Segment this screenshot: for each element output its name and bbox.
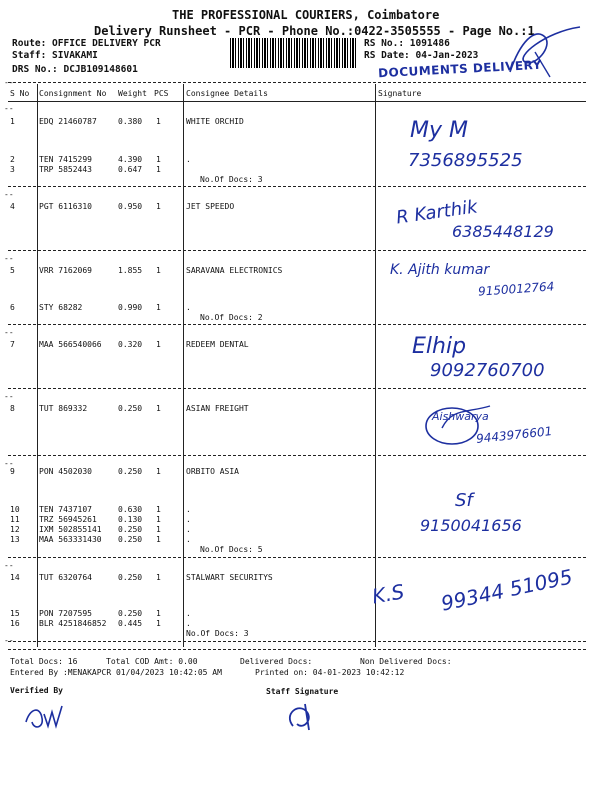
weight: 4.390 xyxy=(118,155,143,164)
weight: 0.250 xyxy=(118,404,143,413)
signature-phone-2: 6385448129 xyxy=(452,222,554,241)
row-mark: -- xyxy=(4,328,14,337)
consignee: ASIAN FREIGHT xyxy=(186,404,249,413)
consignment-no: TEN 7415299 xyxy=(39,155,92,164)
weight: 0.250 xyxy=(118,573,143,582)
row-divider xyxy=(8,250,586,251)
pcs: 1 xyxy=(156,202,161,211)
verified-by: Verified By xyxy=(10,686,63,695)
staff-label: Staff: SIVAKAMI xyxy=(12,50,98,61)
pcs: 1 xyxy=(156,340,161,349)
staff-signature-icon xyxy=(283,700,323,734)
signature-5: Aishwarya xyxy=(432,410,489,423)
sno: 15 xyxy=(10,609,20,618)
sno: 7 xyxy=(10,340,15,349)
consignee: . xyxy=(186,619,191,628)
row-divider xyxy=(8,186,586,187)
col-weight: Weight xyxy=(118,89,147,98)
sno: 8 xyxy=(10,404,15,413)
col-consignment: Consignment No xyxy=(39,89,107,98)
pcs: 1 xyxy=(156,535,161,544)
pcs: 1 xyxy=(156,505,161,514)
rule-top xyxy=(8,82,586,83)
consignee: WHITE ORCHID xyxy=(186,117,244,126)
signature-2: R Karthik xyxy=(394,196,479,229)
weight: 0.990 xyxy=(118,303,143,312)
weight: 0.445 xyxy=(118,619,143,628)
sno: 5 xyxy=(10,266,15,275)
sno: 1 xyxy=(10,117,15,126)
row-mark: -- xyxy=(4,254,14,263)
pcs: 1 xyxy=(156,303,161,312)
row-divider xyxy=(8,641,586,642)
signature-phone-5: 9443976601 xyxy=(475,424,553,446)
consignee: REDEEM DENTAL xyxy=(186,340,249,349)
col-consignee: Consignee Details xyxy=(186,89,268,98)
consignee: SARAVANA ELECTRONICS xyxy=(186,266,283,275)
consignment-no: MAA 563331430 xyxy=(39,535,102,544)
row-divider xyxy=(8,388,586,389)
consignment-no: TUT 869332 xyxy=(39,404,88,413)
pcs: 1 xyxy=(156,525,161,534)
row-mark: -- xyxy=(4,561,14,570)
rule-header xyxy=(8,101,586,102)
sno: 9 xyxy=(10,467,15,476)
consignee: . xyxy=(186,535,191,544)
consignment-no: MAA 566540066 xyxy=(39,340,102,349)
pcs: 1 xyxy=(156,155,161,164)
route-label: Route: OFFICE DELIVERY PCR xyxy=(12,38,161,49)
pcs: 1 xyxy=(156,619,161,628)
consignment-no: IXM 502855141 xyxy=(39,525,102,534)
signature-7: K.S xyxy=(370,579,407,609)
staff-signature: Staff Signature xyxy=(266,687,339,696)
sno: 2 xyxy=(10,155,15,164)
sno: 11 xyxy=(10,515,20,524)
weight: 0.250 xyxy=(118,609,143,618)
barcode xyxy=(230,38,358,68)
sno: 16 xyxy=(10,619,20,628)
consignment-no: PON 4502030 xyxy=(39,467,92,476)
pcs: 1 xyxy=(156,404,161,413)
rule-mark: -- xyxy=(4,78,14,87)
consignment-no: PON 7207595 xyxy=(39,609,92,618)
weight: 0.250 xyxy=(118,467,143,476)
weight: 0.630 xyxy=(118,505,143,514)
pcs: 1 xyxy=(156,266,161,275)
consignee: STALWART SECURITYS xyxy=(186,573,273,582)
consignee: ORBITO ASIA xyxy=(186,467,239,476)
row-mark: -- xyxy=(4,459,14,468)
verified-signature-icon xyxy=(22,700,72,734)
weight: 0.130 xyxy=(118,515,143,524)
consignee: . xyxy=(186,155,191,164)
signature-phone-4: 9092760700 xyxy=(430,360,545,381)
drs-label: DRS No.: DCJB109148601 xyxy=(12,64,138,75)
rs-no: RS No.: 1091486 xyxy=(364,38,450,49)
total-cod: Total COD Amt: 0.00 xyxy=(106,657,198,666)
weight: 0.250 xyxy=(118,525,143,534)
docs-count: No.Of Docs: 3 xyxy=(186,629,249,638)
pcs: 1 xyxy=(156,515,161,524)
weight: 0.320 xyxy=(118,340,143,349)
consignee: . xyxy=(186,505,191,514)
row-divider xyxy=(8,557,586,558)
signature-6: Sf xyxy=(455,490,473,511)
sno: 14 xyxy=(10,573,20,582)
col-sno: S No xyxy=(10,89,30,98)
consignment-no: EDQ 21460787 xyxy=(39,117,97,126)
rule-bottom xyxy=(8,649,586,650)
company-title: THE PROFESSIONAL COURIERS, Coimbatore xyxy=(172,8,440,22)
consignment-no: TRZ 56945261 xyxy=(39,515,97,524)
sno: 10 xyxy=(10,505,20,514)
weight: 0.380 xyxy=(118,117,143,126)
weight: 1.855 xyxy=(118,266,143,275)
row-mark: -- xyxy=(4,392,14,401)
consignment-no: TUT 6320764 xyxy=(39,573,92,582)
pcs: 1 xyxy=(156,573,161,582)
non-delivered-docs: Non Delivered Docs: xyxy=(360,657,452,666)
consignment-no: TEN 7437107 xyxy=(39,505,92,514)
weight: 0.250 xyxy=(118,535,143,544)
sno: 6 xyxy=(10,303,15,312)
pcs: 1 xyxy=(156,609,161,618)
consignee: . xyxy=(186,303,191,312)
docs-count: No.Of Docs: 2 xyxy=(200,313,263,322)
signature-1: My M xyxy=(410,118,468,143)
consignee: JET SPEEDO xyxy=(186,202,235,211)
row-mark: -- xyxy=(4,104,14,113)
consignee: . xyxy=(186,525,191,534)
stamp-signature-icon xyxy=(505,22,585,82)
sno: 3 xyxy=(10,165,15,174)
consignment-no: BLR 4251846852 xyxy=(39,619,107,628)
row-divider xyxy=(8,455,586,456)
weight: 0.950 xyxy=(118,202,143,211)
col-signature: Signature xyxy=(378,89,422,98)
signature-3: K. Ajith kumar xyxy=(390,262,490,278)
printed-on: Printed on: 04-01-2023 10:42:12 xyxy=(255,668,405,677)
delivered-docs: Delivered Docs: xyxy=(240,657,313,666)
col-divider-3 xyxy=(375,84,376,647)
entered-by: Entered By :MENAKAPCR 01/04/2023 10:42:05 AM xyxy=(10,668,222,677)
consignment-no: TRP 5852443 xyxy=(39,165,92,174)
col-pcs: PCS xyxy=(154,89,169,98)
consignee: . xyxy=(186,515,191,524)
signature-4: Elhip xyxy=(412,334,467,359)
sno: 13 xyxy=(10,535,20,544)
col-divider-1 xyxy=(37,84,38,647)
consignment-no: PGT 6116310 xyxy=(39,202,92,211)
pcs: 1 xyxy=(156,117,161,126)
consignee: . xyxy=(186,609,191,618)
total-docs: Total Docs: 16 xyxy=(10,657,78,666)
runsheet-title: Delivery Runsheet - PCR - Phone No.:0422-3505555 - Page No.:1 xyxy=(94,24,535,38)
row-mark: -- xyxy=(4,636,14,645)
pcs: 1 xyxy=(156,165,161,174)
row-mark: -- xyxy=(4,190,14,199)
weight: 0.647 xyxy=(118,165,143,174)
signature-phone-7: 99344 51095 xyxy=(438,564,575,616)
signature-phone-3: 9150012764 xyxy=(477,279,555,299)
docs-count: No.Of Docs: 3 xyxy=(200,175,263,184)
consignment-no: STY 68282 xyxy=(39,303,83,312)
pcs: 1 xyxy=(156,467,161,476)
rs-date: RS Date: 04-Jan-2023 xyxy=(364,50,479,61)
col-divider-2 xyxy=(183,84,184,647)
sno: 4 xyxy=(10,202,15,211)
signature-phone-1: 7356895525 xyxy=(408,150,523,171)
signature-phone-6: 9150041656 xyxy=(420,516,522,535)
documents-delivery-stamp: DOCUMENTS DELIVERY xyxy=(377,57,543,81)
sno: 12 xyxy=(10,525,20,534)
row-divider xyxy=(8,324,586,325)
docs-count: No.Of Docs: 5 xyxy=(200,545,263,554)
consignment-no: VRR 7162069 xyxy=(39,266,92,275)
